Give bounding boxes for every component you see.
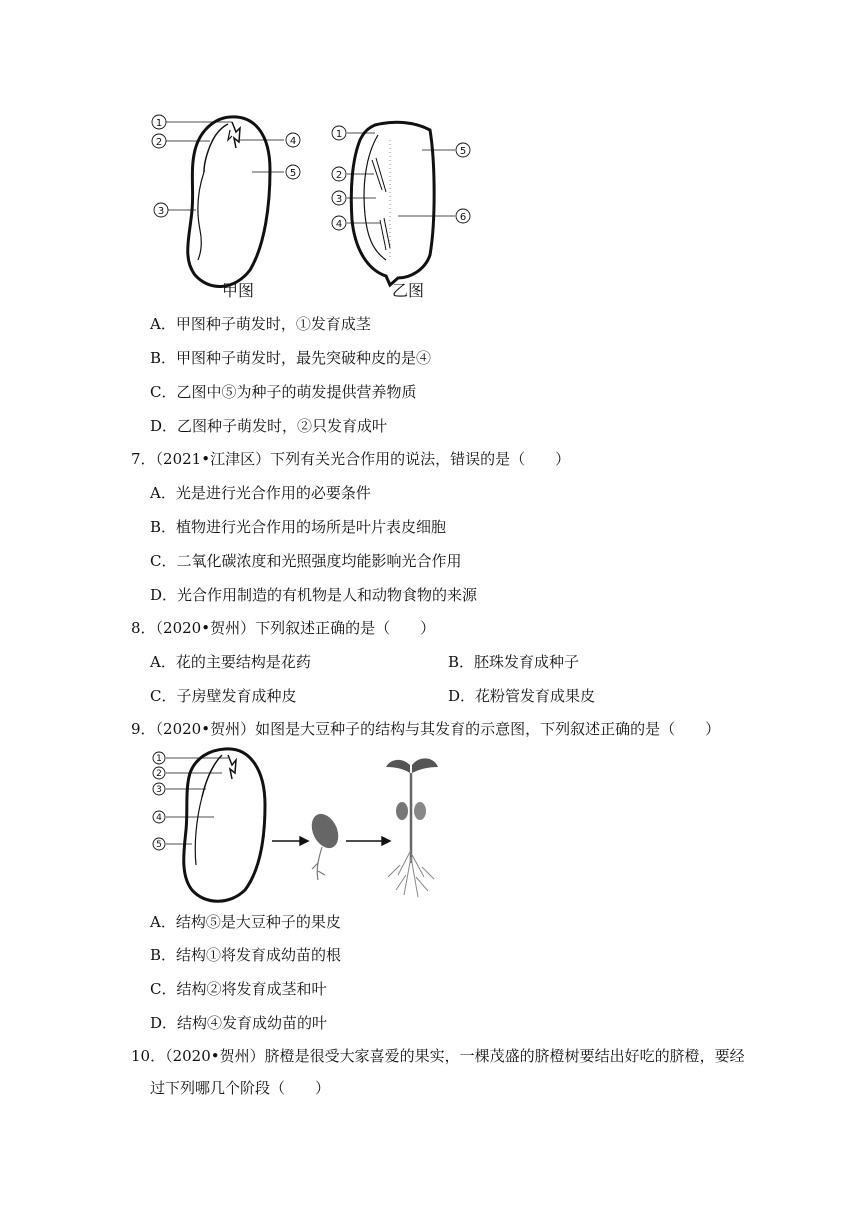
right-label-1: 1 [335, 129, 343, 140]
q8-option-b: B．胚珠发育成种子 [448, 653, 580, 671]
seed-diagram-figure [140, 110, 480, 305]
q7-stem: 7．（2021•江津区）下列有关光合作用的说法，错误的是（ ） [131, 450, 571, 468]
q9-option-a: A．结构⑤是大豆种子的果皮 [150, 913, 341, 931]
q9-leader-lines [166, 758, 228, 844]
q7-option-c: C．二氧化碳浓度和光照强度均能影响光合作用 [150, 552, 462, 570]
q7-option-b: B．植物进行光合作用的场所是叶片表皮细胞 [150, 518, 447, 536]
q9-option-b: B．结构①将发育成幼苗的根 [150, 946, 342, 964]
left-label-circles [152, 115, 300, 217]
q9-label-circles [153, 752, 165, 850]
q8-option-d: D．花粉管发育成果皮 [448, 687, 596, 705]
q7-option-a: A．光是进行光合作用的必要条件 [150, 484, 371, 502]
left-label-1: 1 [155, 118, 163, 129]
q9-label-1: 1 [156, 754, 162, 764]
right-label-6: 6 [459, 212, 467, 223]
right-label-4: 4 [335, 219, 343, 230]
germinating-seed-drawing [307, 810, 344, 880]
soybean-development-figure [150, 745, 450, 905]
right-label-5: 5 [459, 146, 467, 157]
q8-stem: 8．（2020•贺州）下列叙述正确的是（ ） [131, 619, 436, 637]
left-label-3: 3 [157, 206, 165, 217]
right-label-3: 3 [335, 194, 343, 205]
left-label-2: 2 [155, 137, 163, 148]
q9-option-d: D．结构④发育成幼苗的叶 [150, 1014, 328, 1032]
right-figure-caption: 乙图 [392, 281, 425, 300]
q9-stem: 9．（2020•贺州）如图是大豆种子的结构与其发育的示意图，下列叙述正确的是（ ） [131, 720, 721, 738]
q9-label-5: 5 [156, 840, 162, 850]
corn-seed-drawing [351, 122, 434, 285]
q8-option-c: C．子房壁发育成种皮 [150, 687, 297, 705]
q10-stem-line1: 10．（2020•贺州）脐橙是很受大家喜爱的果实，一棵茂盛的脐橙树要结出好吃的脐橙，要经 [131, 1047, 745, 1065]
q6-option-d: D．乙图种子萌发时，②只发育成叶 [150, 417, 388, 435]
q9-label-2: 2 [156, 769, 162, 779]
right-label-2: 2 [335, 170, 343, 181]
q8-option-a: A．花的主要结构是花药 [150, 653, 311, 671]
q7-option-d: D．光合作用制造的有机物是人和动物食物的来源 [150, 586, 478, 604]
q6-option-b: B．甲图种子萌发时，最先突破种皮的是④ [150, 349, 432, 367]
left-figure-caption: 甲图 [222, 281, 255, 300]
q9-option-c: C．结构②将发育成茎和叶 [150, 980, 327, 998]
right-leader-lines [347, 133, 455, 223]
q9-label-4: 4 [156, 813, 162, 823]
q6-option-c: C．乙图中⑤为种子的萌发提供营养物质 [150, 383, 417, 401]
q6-option-a: A．甲图种子萌发时，①发育成茎 [150, 315, 371, 333]
seed-diagram-svg [140, 110, 480, 305]
soybean-development-svg [150, 745, 450, 905]
left-label-5: 5 [289, 168, 297, 179]
left-label-4: 4 [289, 136, 297, 147]
q9-label-3: 3 [156, 785, 162, 795]
soybean-seed-drawing [184, 749, 265, 901]
seedling-drawing [386, 758, 438, 897]
q10-stem-line2: 过下列哪几个阶段（ ） [150, 1079, 331, 1097]
bean-seed-drawing [188, 117, 270, 287]
left-leader-lines [166, 122, 284, 210]
